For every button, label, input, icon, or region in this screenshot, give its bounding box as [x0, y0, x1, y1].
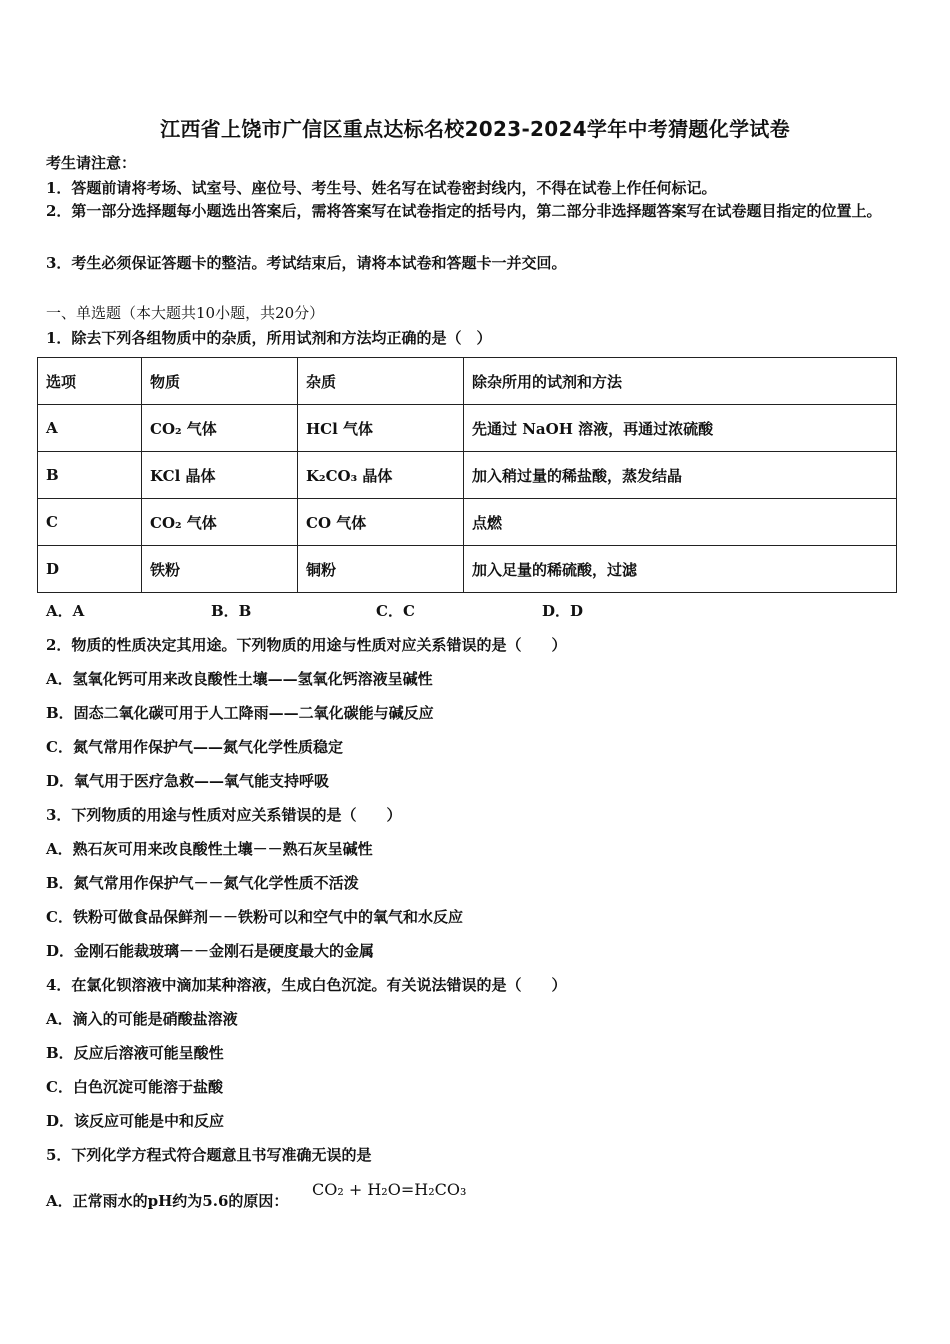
option-a[interactable]: A．A: [46, 602, 85, 620]
table-row: [38, 546, 897, 593]
option-b[interactable]: B．反应后溶液可能呈酸性: [46, 1044, 224, 1062]
table-cell: CO₂ 气体: [142, 499, 298, 546]
question-stem: 4．在氯化钡溶液中滴加某种溶液，生成白色沉淀。有关说法错误的是（ ）: [46, 976, 567, 994]
option-a[interactable]: [46, 1180, 467, 1211]
question-stem: 1．除去下列各组物质中的杂质，所用试剂和方法均正确的是（ ）: [46, 329, 492, 347]
table-header: 除杂所用的试剂和方法: [464, 358, 897, 405]
table-row: [38, 452, 897, 499]
table-row: [38, 499, 897, 546]
page-title: 江西省上饶市广信区重点达标名校2023-2024学年中考猜题化学试卷: [160, 117, 790, 141]
question-stem: 2．物质的性质决定其用途。下列物质的用途与性质对应关系错误的是（ ）: [46, 636, 567, 654]
question-stem: 3．下列物质的用途与性质对应关系错误的是（ ）: [46, 806, 402, 824]
table-cell: C: [38, 499, 142, 546]
option-d[interactable]: D．氧气用于医疗急救——氧气能支持呼吸: [46, 772, 330, 790]
table-cell: D: [38, 546, 142, 593]
table-header: 杂质: [298, 358, 464, 405]
notice-item: 1．答题前请将考场、试室号、座位号、考生号、姓名写在试卷密封线内，不得在试卷上作任何标记。: [46, 179, 717, 197]
option-d[interactable]: D．该反应可能是中和反应: [46, 1112, 225, 1130]
table-header-row: [38, 358, 897, 405]
table-cell: B: [38, 452, 142, 499]
option-a[interactable]: A．熟石灰可用来改良酸性土壤－－熟石灰呈碱性: [46, 840, 373, 858]
table-cell: CO 气体: [298, 499, 464, 546]
table-cell: 先通过 NaOH 溶液，再通过浓硫酸: [464, 405, 897, 452]
table-header: 选项: [38, 358, 142, 405]
question-stem: 5．下列化学方程式符合题意且书写准确无误的是: [46, 1146, 372, 1164]
table-row: [38, 405, 897, 452]
chemical-equation: CO₂ + H₂O=H₂CO₃: [312, 1180, 467, 1199]
table-cell: CO₂ 气体: [142, 405, 298, 452]
option-text: A．正常雨水的pH约为5.6的原因：: [46, 1192, 289, 1210]
notice-heading: 考生请注意：: [46, 154, 137, 172]
table-cell: 点燃: [464, 499, 897, 546]
table-cell: 加入稍过量的稀盐酸，蒸发结晶: [464, 452, 897, 499]
option-d[interactable]: D．金刚石能裁玻璃－－金刚石是硬度最大的金属: [46, 942, 375, 960]
table-cell: KCl 晶体: [142, 452, 298, 499]
option-b[interactable]: B．B: [211, 602, 252, 620]
section-heading: 一、单选题（本大题共10小题，共20分）: [46, 304, 325, 322]
option-c[interactable]: C．C: [376, 602, 415, 620]
table-cell: K₂CO₃ 晶体: [298, 452, 464, 499]
notice-item: 2．第一部分选择题每小题选出答案后，需将答案写在试卷指定的括号内，第二部分非选择题答案写在试卷题目指定的位置上。: [46, 202, 882, 220]
option-c[interactable]: C．氮气常用作保护气——氮气化学性质稳定: [46, 738, 343, 756]
table-cell: 铁粉: [142, 546, 298, 593]
option-b[interactable]: B．氮气常用作保护气－－氮气化学性质不活泼: [46, 874, 359, 892]
option-a[interactable]: A．滴入的可能是硝酸盐溶液: [46, 1010, 238, 1028]
notice-item: 3．考生必须保证答题卡的整洁。考试结束后，请将本试卷和答题卡一并交回。: [46, 254, 567, 272]
table-cell: A: [38, 405, 142, 452]
table-header: 物质: [142, 358, 298, 405]
question-1-table: [37, 357, 897, 593]
option-c[interactable]: C．白色沉淀可能溶于盐酸: [46, 1078, 223, 1096]
table-cell: HCl 气体: [298, 405, 464, 452]
table-cell: 加入足量的稀硫酸，过滤: [464, 546, 897, 593]
option-d[interactable]: D．D: [542, 602, 584, 620]
option-c[interactable]: C．铁粉可做食品保鲜剂－－铁粉可以和空气中的氧气和水反应: [46, 908, 463, 926]
table-cell: 铜粉: [298, 546, 464, 593]
option-a[interactable]: A．氢氧化钙可用来改良酸性土壤——氢氧化钙溶液呈碱性: [46, 670, 433, 688]
option-b[interactable]: B．固态二氧化碳可用于人工降雨——二氧化碳能与碱反应: [46, 704, 434, 722]
